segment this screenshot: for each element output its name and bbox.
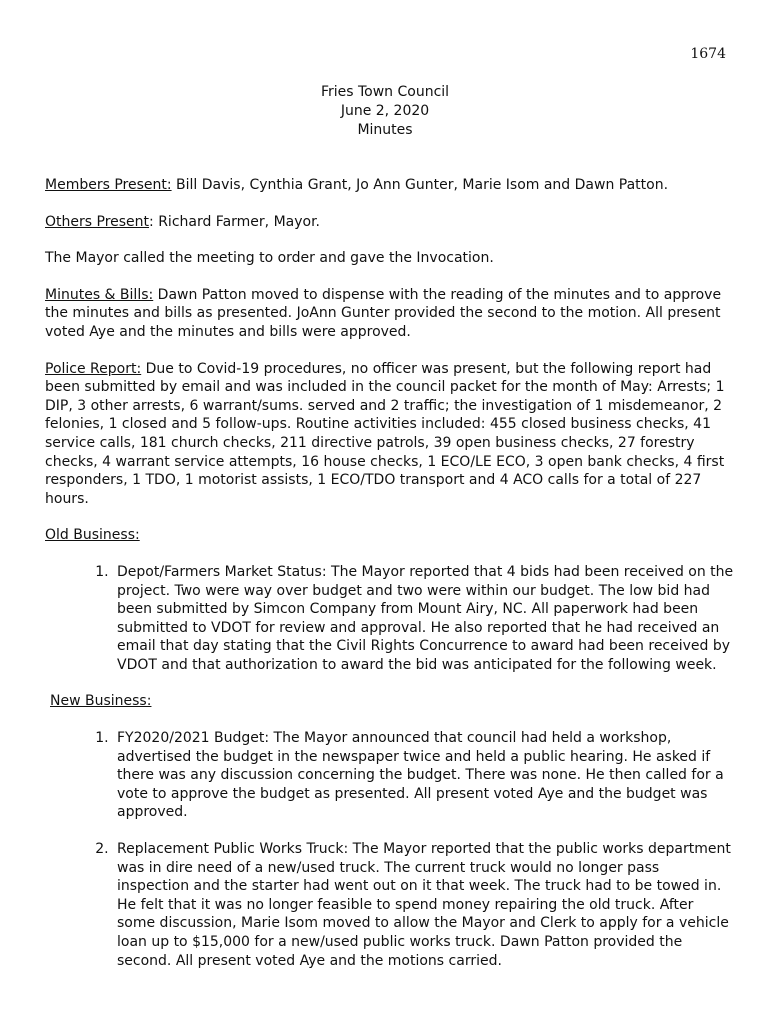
new-business-heading: New Business: bbox=[50, 693, 152, 710]
members-present-label: Members Present: bbox=[45, 177, 172, 193]
document-type: Minutes bbox=[357, 122, 413, 138]
document-title bbox=[0, 83, 770, 140]
old-business-item: 1. Depot/Farmers Market Status: The Mayor reported that 4 bids had been received on the project. Two were way over budget and two were within our budget. The low bid had been submitted by Simcon Company from Mount Airy, NC. All paperwork had been submitted to VDOT for review and approval. He also reported that he had received an email that day stating that the Civil Rights Concurrence to award had been received by VDOT and that authorization to award the bid was anticipated for the following week. bbox=[113, 563, 735, 675]
new-business-item: 2. Replacement Public Works Truck: The Mayor reported that the public works department was in dire need of a new/used truck. The current truck would no longer pass inspection and the starter had went out on it that week. The truck had to be towed in. He felt that it was no longer feasible to spend money repairing the old truck. After some discussion, Marie Isom moved to allow the Mayor and Clerk to apply for a vehicle loan up to $15,000 for a new/used public works truck. Dawn Patton provided the second. All present voted Aye and the motions carried. bbox=[113, 840, 735, 970]
old-business-list bbox=[45, 563, 735, 675]
minutes-bills-label: Minutes & Bills: bbox=[45, 286, 154, 303]
members-present-paragraph bbox=[45, 176, 735, 195]
members-present-text: Bill Davis, Cynthia Grant, Jo Ann Gunter, Marie Isom and Dawn Patton. bbox=[171, 177, 669, 193]
new-business-heading-row bbox=[50, 692, 735, 711]
old-business-heading: Old Business: bbox=[45, 527, 140, 544]
new-business-list bbox=[45, 729, 735, 970]
minutes-bills-text: Dawn Patton moved to dispense with the reading of the minutes and to approve the minutes and bills as presented. JoAnn Gunter provided the second to the motion. All present voted Aye and the minutes and bills were approved. bbox=[45, 286, 722, 340]
minutes-bills-paragraph bbox=[45, 286, 735, 342]
call-to-order-paragraph: The Mayor called the meeting to order and gave the Invocation. bbox=[45, 250, 494, 267]
minutes-body bbox=[45, 176, 735, 988]
police-report-text: Due to Covid-19 procedures, no officer was present, but the following report had been submitted by email and was included in the council packet for the month of May: Arrests; 1 DIP, 3 other arrests, 6 warrant/sums. served and 2 traffic; the investigation of 1 misdemeanor, 2 felonies, 1 closed and 5 follow-ups. Routine activities included: 455 closed business checks, 41 service calls, 181 church checks, 211 directive patrols, 39 open business checks, 27 forestry checks, 4 warrant service attempts, 16 house checks, 1 ECO/LE ECO, 3 open bank checks, 4 first responders, 1 TDO, 1 motorist assists, 1 ECO/TDO transport and 4 ACO calls for a total of 227 hours. bbox=[45, 360, 725, 507]
old-business-heading-row bbox=[45, 526, 735, 545]
others-present-paragraph bbox=[45, 213, 735, 232]
meeting-date: June 2, 2020 bbox=[340, 103, 430, 119]
new-business-item: 1. FY2020/2021 Budget: The Mayor announced that council had held a workshop, advertised the budget in the newspaper twice and held a public hearing. He asked if there was any discussion concerning the budget. There was none. He then called for a vote to approve the budget as presented. All present voted Aye and the budget was approved. bbox=[113, 729, 735, 822]
others-present-label: Others Present bbox=[45, 213, 150, 230]
page-number: 1674 bbox=[690, 46, 726, 62]
others-present-text: : Richard Farmer, Mayor. bbox=[149, 213, 321, 230]
police-report-label: Police Report: bbox=[45, 360, 142, 377]
council-name: Fries Town Council bbox=[320, 84, 450, 100]
police-report-paragraph bbox=[45, 360, 735, 509]
